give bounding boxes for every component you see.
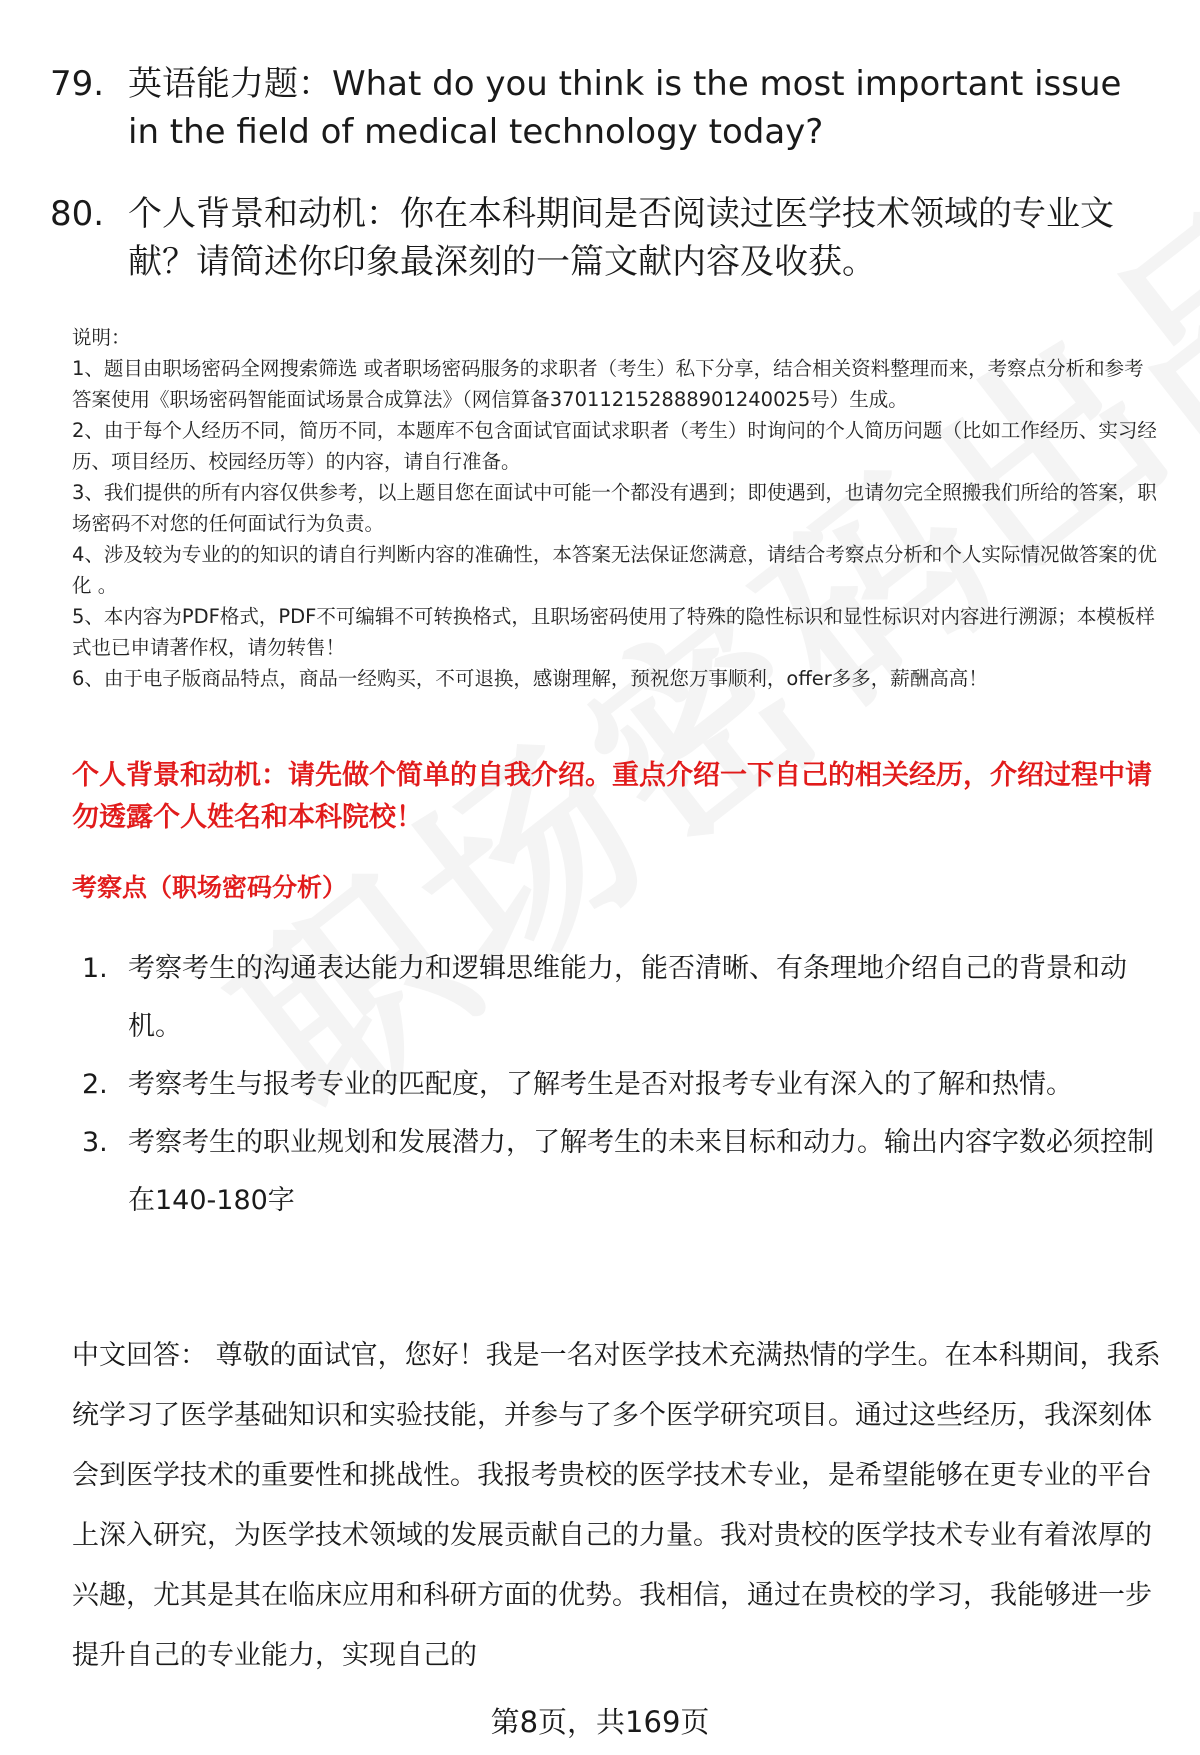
note-item: 2、由于每个人经历不同，简历不同，本题库不包含面试官面试求职者（考生）时询问的个人简历问题（比如工作经历、实习经历、项目经历、校园经历等）的内容，请自行准备。 (72, 419, 1157, 473)
question-79 (50, 60, 1160, 156)
page-footer: 第8页，共169页 (490, 1705, 710, 1739)
analysis-title: 考察点（职场密码分析） (72, 873, 348, 902)
note-item: 4、涉及较为专业的的知识的请自行判断内容的准确性，本答案无法保证您满意，请结合考察点分析和个人实际情况做答案的优化 。 (72, 543, 1157, 597)
point-number: 1. (82, 953, 108, 984)
note-item: 6、由于电子版商品特点，商品一经购买，不可退换，感谢理解，预祝您万事顺利，offer多多，薪酬高高！ (72, 667, 988, 690)
question-number: 80. (50, 194, 105, 234)
note-item: 5、本内容为PDF格式，PDF不可编辑不可转换格式，且职场密码使用了特殊的隐性标识和显性标识对内容进行溯源；本模板样式也已申请著作权，请勿转售！ (72, 605, 1155, 659)
note-item: 1、题目由职场密码全网搜索筛选 或者职场密码服务的求职者（考生）私下分享，结合相关资料整理而来，考察点分析和参考答案使用《职场密码智能面试场景合成算法》（网信算备370112152888901240025号）生成。 (72, 357, 1144, 411)
answer-text: 中文回答： 尊敬的面试官，您好！我是一名对医学技术充满热情的学生。在本科期间，我系统学习了医学基础知识和实验技能，并参与了多个医学研究项目。通过这些经历，我深刻体会到医学技术的重要性和挑战性。我报考贵校的医学技术专业，是希望能够在更专业的平台上深入研究，为医学技术领域的发展贡献自己的力量。我对贵校的医学技术专业有着浓厚的兴趣，尤其是其在临床应用和科研方面的优势。我相信，通过在贵校的学习，我能够进一步提升自己的专业能力，实现自己的 (72, 1340, 1161, 1671)
disclaimer-notes (72, 322, 1162, 694)
question-80 (50, 190, 1160, 286)
point-text: 考察考生与报考专业的匹配度，了解考生是否对报考专业有深入的了解和热情。 (128, 1069, 1073, 1100)
analysis-point (82, 1056, 1162, 1114)
note-item: 3、我们提供的所有内容仅供参考，以上题目您在面试中可能一个都没有遇到；即使遇到，也请勿完全照搬我们所给的答案，职场密码不对您的任何面试行为负责。 (72, 481, 1157, 535)
point-text: 考察考生的职业规划和发展潜力，了解考生的未来目标和动力。输出内容字数必须控制在140-180字 (128, 1127, 1154, 1216)
analysis-point (82, 1114, 1162, 1230)
question-number: 79. (50, 64, 105, 104)
analysis-points (82, 940, 1162, 1230)
notes-title: 说明： (72, 326, 131, 349)
point-text: 考察考生的沟通表达能力和逻辑思维能力，能否清晰、有条理地介绍自己的背景和动机。 (128, 953, 1127, 1042)
question-text: 个人背景和动机：你在本科期间是否阅读过医学技术领域的专业文献？请简述你印象最深刻的一篇文献内容及收获。 (128, 194, 1114, 282)
analysis-point (82, 940, 1162, 1056)
highlight-question: 个人背景和动机：请先做个简单的自我介绍。重点介绍一下自己的相关经历，介绍过程中请勿透露个人姓名和本科院校！ (72, 760, 1152, 833)
point-number: 2. (82, 1069, 108, 1100)
point-number: 3. (82, 1127, 108, 1158)
question-text: 英语能力题：What do you think is the most important issue in the field of medical technology today? (128, 64, 1122, 152)
